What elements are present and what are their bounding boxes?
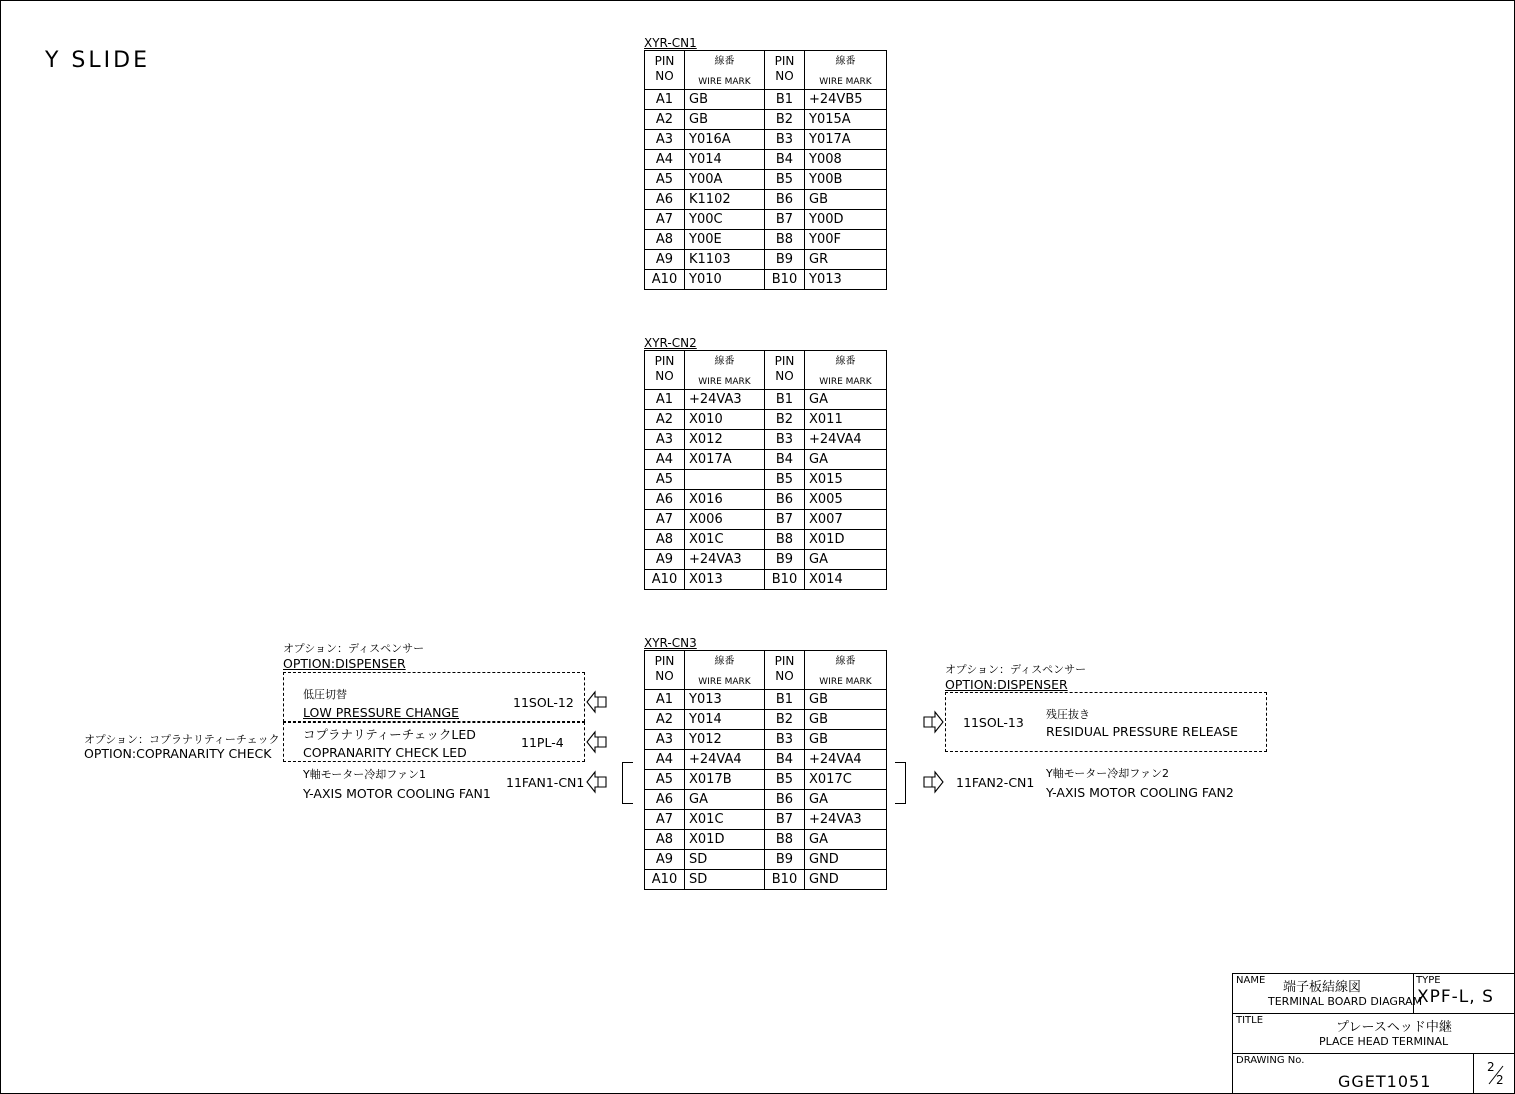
pin-a: A9 xyxy=(645,850,685,870)
wire-b: Y00D xyxy=(805,210,887,230)
pin-table-header xyxy=(645,351,887,390)
wire-mark-header: 線番 WIRE MARK xyxy=(685,51,765,90)
wire-a: X01D xyxy=(685,830,765,850)
connector-label: XYR-CN1 xyxy=(644,36,697,50)
pin-b: B9 xyxy=(765,550,805,570)
table-row xyxy=(645,510,887,530)
wire-a: X012 xyxy=(685,430,765,450)
pin-no-header: PIN NO xyxy=(765,351,805,390)
pin-b: B6 xyxy=(765,190,805,210)
table-row xyxy=(645,170,887,190)
wire-b: X005 xyxy=(805,490,887,510)
arrow-right-icon xyxy=(922,770,944,794)
tb-drawing-no: GGET1051 xyxy=(1338,1072,1432,1091)
pin-b: B2 xyxy=(765,410,805,430)
fan1-code: 11FAN1-CN1 xyxy=(506,775,585,790)
pin-b: B9 xyxy=(765,850,805,870)
wire-a: X010 xyxy=(685,410,765,430)
wire-mark-header: 線番 WIRE MARK xyxy=(805,51,887,90)
pin-b: B3 xyxy=(765,430,805,450)
pin-table xyxy=(644,50,887,290)
table-row xyxy=(645,150,887,170)
pin-table xyxy=(644,650,887,890)
tb-type-value: XPF-L, S xyxy=(1417,987,1494,1007)
wire-a: Y016A xyxy=(685,130,765,150)
pin-a: A2 xyxy=(645,410,685,430)
arrow-left-icon xyxy=(586,770,608,794)
wire-a: GA xyxy=(685,790,765,810)
connector-label: XYR-CN2 xyxy=(644,336,697,350)
table-row xyxy=(645,250,887,270)
arrow-left-icon xyxy=(586,730,608,754)
table-row xyxy=(645,270,887,290)
tb-title-label: TITLE xyxy=(1236,1015,1264,1026)
pin-a: A8 xyxy=(645,230,685,250)
wire-b: +24VA4 xyxy=(805,430,887,450)
wire-b: X011 xyxy=(805,410,887,430)
pin-no-header: PIN NO xyxy=(765,51,805,90)
wire-b: GND xyxy=(805,850,887,870)
coplanarity-led-jp: コプラナリティーチェックLED xyxy=(303,727,476,742)
wire-b: GA xyxy=(805,390,887,410)
wire-b: GA xyxy=(805,790,887,810)
pin-a: A4 xyxy=(645,750,685,770)
pin-a: A6 xyxy=(645,790,685,810)
wire-mark-header: 線番 WIRE MARK xyxy=(685,351,765,390)
wire-b: X014 xyxy=(805,570,887,590)
pin-a: A5 xyxy=(645,470,685,490)
page-title: Y SLIDE xyxy=(45,48,150,73)
wire-b: GB xyxy=(805,730,887,750)
pin-b: B4 xyxy=(765,750,805,770)
pin-b: B10 xyxy=(765,270,805,290)
connector-xyr-cn2 xyxy=(644,336,887,590)
pin-b: B5 xyxy=(765,470,805,490)
tb-title-en: PLACE HEAD TERMINAL xyxy=(1319,1035,1449,1048)
tb-name-en: TERMINAL BOARD DIAGRAM xyxy=(1268,995,1423,1008)
wire-a: X006 xyxy=(685,510,765,530)
wire-a: X01C xyxy=(685,530,765,550)
table-row xyxy=(645,90,887,110)
wire-a xyxy=(685,470,765,490)
table-row xyxy=(645,490,887,510)
arrow-right-icon xyxy=(922,710,944,734)
pin-a: A3 xyxy=(645,730,685,750)
table-row xyxy=(645,770,887,790)
pin-b: B6 xyxy=(765,490,805,510)
wire-a: Y014 xyxy=(685,150,765,170)
pin-b: B7 xyxy=(765,210,805,230)
wire-b: GA xyxy=(805,550,887,570)
low-pressure-code: 11SOL-12 xyxy=(513,695,574,710)
coplanarity-led-code: 11PL-4 xyxy=(521,735,564,750)
wire-a: X016 xyxy=(685,490,765,510)
pin-b: B8 xyxy=(765,230,805,250)
wire-b: Y008 xyxy=(805,150,887,170)
pin-b: B1 xyxy=(765,690,805,710)
wire-a: GB xyxy=(685,110,765,130)
pin-table xyxy=(644,350,887,590)
table-row xyxy=(645,810,887,830)
pin-b: B1 xyxy=(765,390,805,410)
table-row xyxy=(645,530,887,550)
fan2-en: Y-AXIS MOTOR COOLING FAN2 xyxy=(1046,785,1234,800)
right-option-jp: オプション：ディスペンサー xyxy=(945,663,1087,676)
table-row xyxy=(645,130,887,150)
wire-a: +24VA4 xyxy=(685,750,765,770)
table-row xyxy=(645,870,887,890)
wire-b: +24VA4 xyxy=(805,750,887,770)
residual-jp: 残圧抜き xyxy=(1046,708,1090,721)
wire-a: Y010 xyxy=(685,270,765,290)
wire-b: Y00B xyxy=(805,170,887,190)
pin-b: B9 xyxy=(765,250,805,270)
pin-a: A9 xyxy=(645,250,685,270)
pin-a: A4 xyxy=(645,150,685,170)
wire-mark-header: 線番 WIRE MARK xyxy=(805,651,887,690)
coplanarity-option-jp: オプション：コプラナリティーチェック xyxy=(84,733,280,746)
pin-no-header: PIN NO xyxy=(645,51,685,90)
table-row xyxy=(645,390,887,410)
fan2-code: 11FAN2-CN1 xyxy=(956,775,1035,790)
pin-a: A2 xyxy=(645,710,685,730)
wire-b: +24VA3 xyxy=(805,810,887,830)
wire-a: Y00C xyxy=(685,210,765,230)
pin-no-header: PIN NO xyxy=(765,651,805,690)
pin-b: B8 xyxy=(765,530,805,550)
wire-b: GB xyxy=(805,190,887,210)
pin-b: B10 xyxy=(765,870,805,890)
wire-mark-header: 線番 WIRE MARK xyxy=(685,651,765,690)
wire-a: Y013 xyxy=(685,690,765,710)
pin-table-header xyxy=(645,651,887,690)
table-row xyxy=(645,730,887,750)
connector-xyr-cn3 xyxy=(644,636,887,890)
tb-drawing-label: DRAWING No. xyxy=(1236,1055,1305,1066)
wire-b: Y015A xyxy=(805,110,887,130)
table-row xyxy=(645,750,887,770)
pin-a: A5 xyxy=(645,770,685,790)
table-row xyxy=(645,430,887,450)
left-option-en: OPTION:DISPENSER xyxy=(283,656,406,671)
wire-a: SD xyxy=(685,850,765,870)
pin-a: A6 xyxy=(645,490,685,510)
pin-a: A6 xyxy=(645,190,685,210)
arrow-left-icon xyxy=(586,690,608,714)
connector-label: XYR-CN3 xyxy=(644,636,697,650)
pin-table-header xyxy=(645,51,887,90)
wire-a: SD xyxy=(685,870,765,890)
pin-a: A4 xyxy=(645,450,685,470)
wire-a: +24VA3 xyxy=(685,390,765,410)
table-row xyxy=(645,470,887,490)
tb-type-label: TYPE xyxy=(1416,975,1441,986)
pin-a: A5 xyxy=(645,170,685,190)
wire-a: X017A xyxy=(685,450,765,470)
wire-a: Y012 xyxy=(685,730,765,750)
table-row xyxy=(645,570,887,590)
pin-b: B3 xyxy=(765,130,805,150)
pin-a: A3 xyxy=(645,130,685,150)
pin-a: A1 xyxy=(645,690,685,710)
wire-b: Y013 xyxy=(805,270,887,290)
pin-b: B3 xyxy=(765,730,805,750)
fan2-jp: Y軸モーター冷却ファン2 xyxy=(1046,767,1170,780)
table-row xyxy=(645,550,887,570)
table-row xyxy=(645,830,887,850)
pin-no-header: PIN NO xyxy=(645,651,685,690)
pin-b: B7 xyxy=(765,510,805,530)
tb-sheet-den: 2 xyxy=(1496,1073,1504,1087)
pin-no-header: PIN NO xyxy=(645,351,685,390)
wire-a: X013 xyxy=(685,570,765,590)
pin-a: A7 xyxy=(645,210,685,230)
pin-b: B1 xyxy=(765,90,805,110)
left-option-jp: オプション：ディスペンサー xyxy=(283,642,425,655)
wire-b: GB xyxy=(805,710,887,730)
wire-a: K1102 xyxy=(685,190,765,210)
wire-a: Y00A xyxy=(685,170,765,190)
pin-b: B2 xyxy=(765,710,805,730)
tb-sheet-num: 2 xyxy=(1487,1060,1495,1074)
pin-b: B10 xyxy=(765,570,805,590)
tb-title-jp: プレースヘッド中継 xyxy=(1336,1020,1452,1035)
pin-a: A10 xyxy=(645,870,685,890)
fan1-bracket xyxy=(622,762,633,804)
pin-b: B4 xyxy=(765,450,805,470)
fan1-jp: Y軸モーター冷却ファン1 xyxy=(303,768,427,781)
wire-a: Y014 xyxy=(685,710,765,730)
title-block xyxy=(1232,973,1515,1094)
wire-b: GA xyxy=(805,450,887,470)
pin-b: B5 xyxy=(765,770,805,790)
fraction-slash xyxy=(1485,1062,1507,1088)
wire-a: X01C xyxy=(685,810,765,830)
table-row xyxy=(645,450,887,470)
coplanarity-led-en: COPRANARITY CHECK LED xyxy=(303,745,467,760)
wire-a: K1103 xyxy=(685,250,765,270)
wire-a: X017B xyxy=(685,770,765,790)
pin-a: A7 xyxy=(645,810,685,830)
wire-b: Y017A xyxy=(805,130,887,150)
pin-a: A8 xyxy=(645,530,685,550)
fan2-bracket xyxy=(895,762,906,804)
wire-b: GA xyxy=(805,830,887,850)
pin-b: B2 xyxy=(765,110,805,130)
wire-b: GB xyxy=(805,690,887,710)
table-row xyxy=(645,850,887,870)
table-row xyxy=(645,210,887,230)
pin-a: A7 xyxy=(645,510,685,530)
pin-a: A9 xyxy=(645,550,685,570)
pin-a: A10 xyxy=(645,570,685,590)
pin-b: B5 xyxy=(765,170,805,190)
wire-b: X017C xyxy=(805,770,887,790)
table-row xyxy=(645,190,887,210)
wire-b: GR xyxy=(805,250,887,270)
pin-a: A2 xyxy=(645,110,685,130)
table-row xyxy=(645,690,887,710)
pin-a: A1 xyxy=(645,390,685,410)
wire-mark-header: 線番 WIRE MARK xyxy=(805,351,887,390)
wire-b: Y00F xyxy=(805,230,887,250)
wire-b: X015 xyxy=(805,470,887,490)
tb-name-jp: 端子板結線図 xyxy=(1283,980,1362,995)
pin-a: A1 xyxy=(645,90,685,110)
residual-en: RESIDUAL PRESSURE RELEASE xyxy=(1046,724,1238,739)
wire-b: X01D xyxy=(805,530,887,550)
table-row xyxy=(645,110,887,130)
pin-b: B6 xyxy=(765,790,805,810)
table-row xyxy=(645,710,887,730)
wire-a: GB xyxy=(685,90,765,110)
table-row xyxy=(645,790,887,810)
table-row xyxy=(645,230,887,250)
low-pressure-jp: 低圧切替 xyxy=(303,688,347,701)
pin-a: A8 xyxy=(645,830,685,850)
pin-a: A10 xyxy=(645,270,685,290)
pin-b: B4 xyxy=(765,150,805,170)
pin-a: A3 xyxy=(645,430,685,450)
wire-a: Y00E xyxy=(685,230,765,250)
coplanarity-option-en: OPTION:COPRANARITY CHECK xyxy=(84,746,272,761)
wire-b: X007 xyxy=(805,510,887,530)
wire-b: GND xyxy=(805,870,887,890)
wire-a: +24VA3 xyxy=(685,550,765,570)
wire-b: +24VB5 xyxy=(805,90,887,110)
connector-xyr-cn1 xyxy=(644,36,887,290)
residual-code: 11SOL-13 xyxy=(963,715,1024,730)
low-pressure-en: LOW PRESSURE CHANGE xyxy=(303,705,459,720)
pin-b: B8 xyxy=(765,830,805,850)
tb-name-label: NAME xyxy=(1236,975,1266,986)
fan1-en: Y-AXIS MOTOR COOLING FAN1 xyxy=(303,786,491,801)
pin-b: B7 xyxy=(765,810,805,830)
table-row xyxy=(645,410,887,430)
right-option-en: OPTION:DISPENSER xyxy=(945,677,1068,692)
